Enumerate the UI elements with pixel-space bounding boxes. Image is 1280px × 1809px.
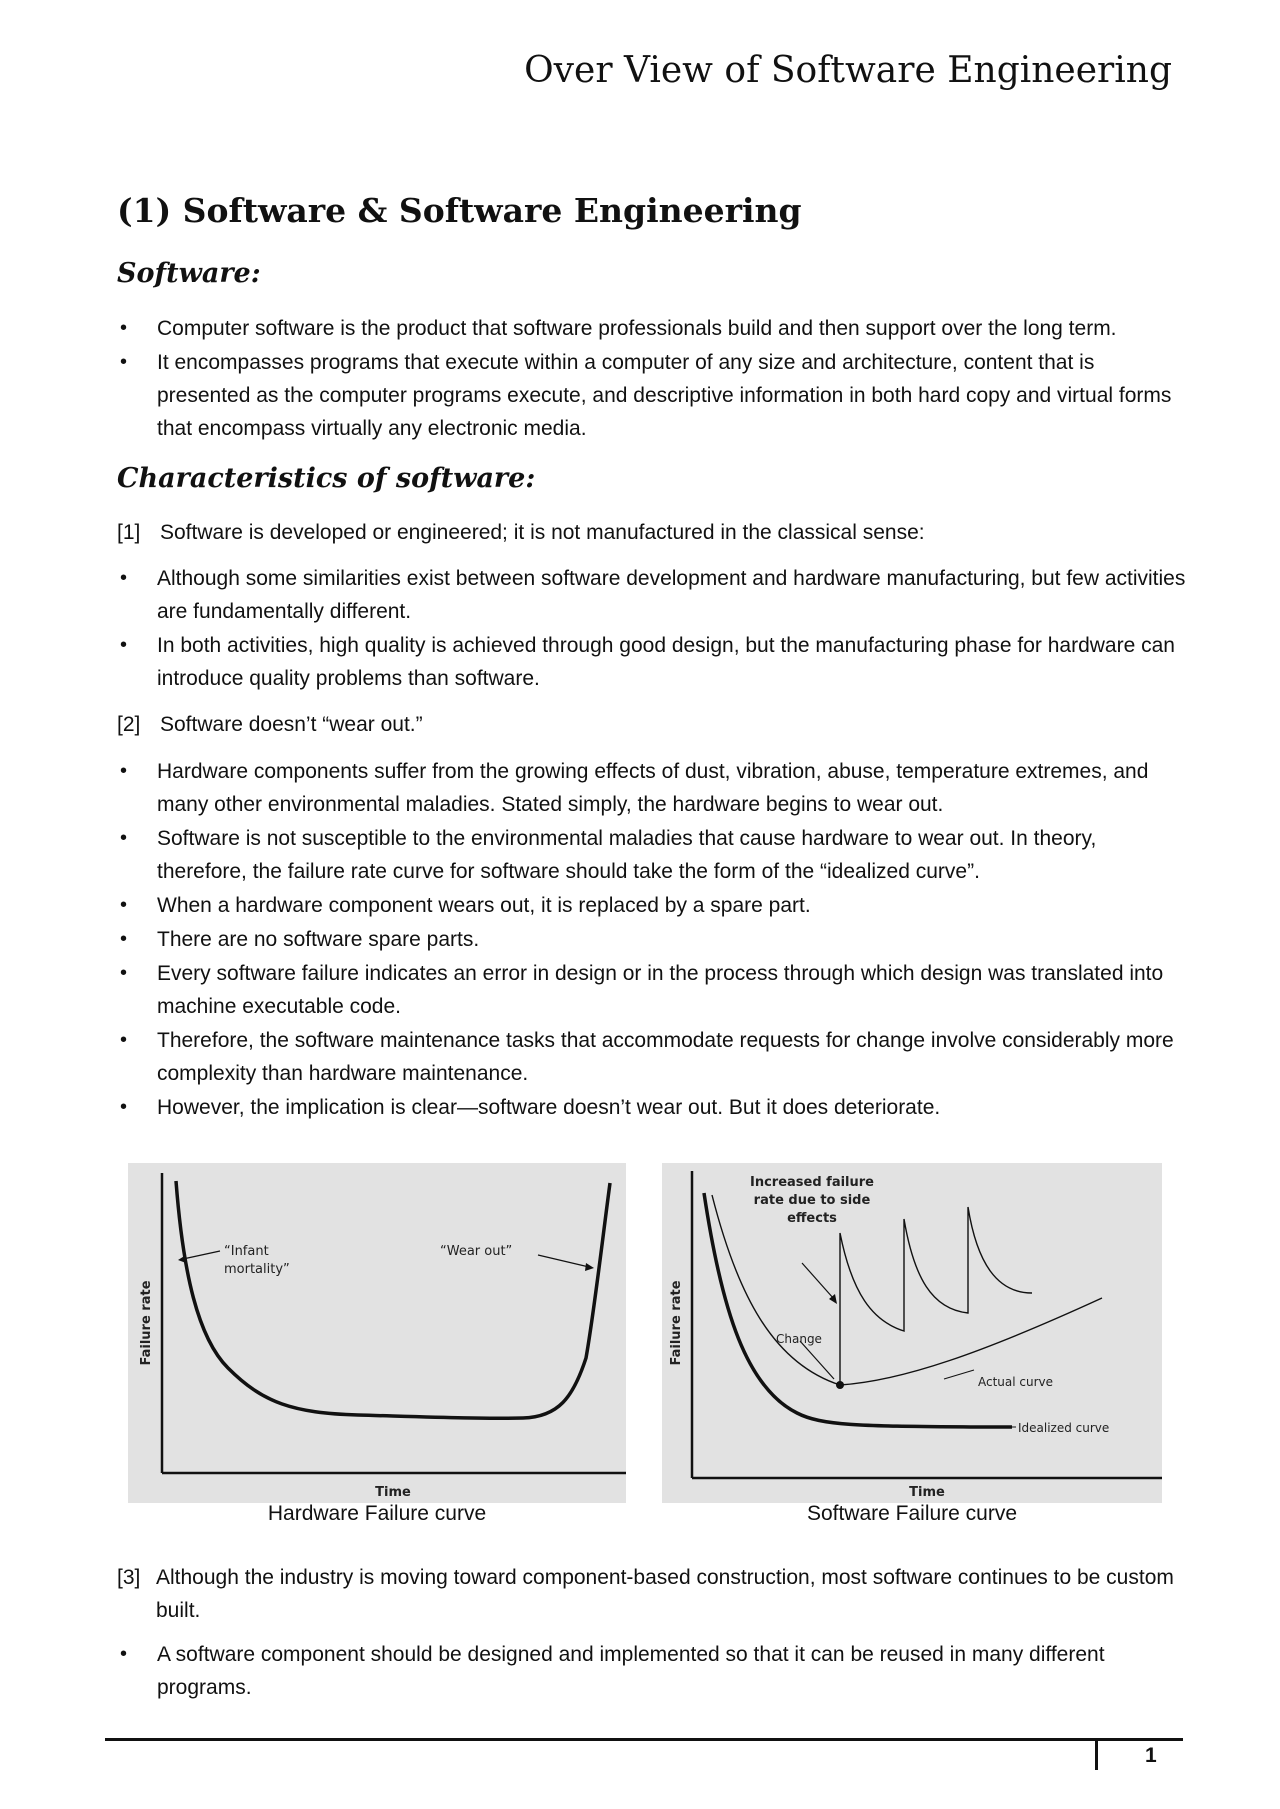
hardware-failure-chart [128,1163,626,1503]
x-axis-label: Time [375,1485,411,1500]
software-failure-chart [662,1163,1162,1503]
section-heading: (1) Software & Software Engineering [117,191,802,230]
software-bullet-list [117,312,1188,446]
characteristics-heading: Characteristics of software: [117,463,536,494]
list-item: • Computer software is the product that software professionals build and then support over the long term. [117,312,1188,345]
list-item: • Although some similarities exist between software development and hardware manufacturing, but few activities are fundamentally different. [117,562,1188,628]
software-failure-figure [662,1163,1162,1503]
characteristic-2 [117,708,1188,741]
page-number: 1 [1145,1744,1157,1767]
actual-curve-pointer [944,1370,974,1379]
increased-failure-label-1: Increased failure [749,1175,875,1190]
side-effects-arrow [802,1263,834,1299]
hardware-failure-figure [128,1163,626,1503]
software-figure-caption: Software Failure curve [806,1502,1018,1525]
page-title: Over View of Software Engineering [524,50,1172,91]
item-number: [2] [117,713,141,736]
characteristic-3-bullet-list [117,1638,1188,1705]
characteristic-3 [117,1561,1188,1627]
item-number: [3] [117,1566,141,1589]
footer-rule [105,1738,1183,1741]
list-item: • It encompasses programs that execute within a computer of any size and architecture, content that is presented as the computer programs execute, and descriptive information in both hard copy and virtual forms that encompass virtually any electronic media. [117,346,1188,445]
bathtub-curve [176,1181,610,1418]
spike-curves [840,1207,1032,1385]
footer-separator [1095,1740,1098,1770]
y-axis-label: Failure rate [669,1280,684,1366]
characteristic-1 [117,516,1188,549]
infant-arrow [183,1251,220,1259]
wear-out-arrowhead [585,1263,594,1271]
item-text: Software doesn’t “wear out.” [160,713,423,736]
list-item: • There are no software spare parts. [117,923,1188,956]
idealized-curve [704,1193,1012,1427]
list-item: • However, the implication is clear—software doesn’t wear out. But it does deteriorate. [117,1091,1188,1124]
change-label: Change [776,1332,822,1346]
hardware-figure-caption: Hardware Failure curve [267,1502,487,1525]
change-arrow [800,1341,834,1379]
x-axis-label: Time [909,1485,945,1500]
item-text: Software is developed or engineered; it is not manufactured in the classical sense: [160,521,925,544]
change-point [836,1381,844,1389]
infant-arrowhead [178,1255,186,1263]
item-number: [1] [117,521,141,544]
increased-failure-label-3: effects [787,1211,837,1226]
list-item: • Software is not susceptible to the environmental maladies that cause hardware to wear out. In theory, therefore, the failure rate curve for software should take the form of the “idealized curve”. [117,822,1188,888]
list-item: • When a hardware component wears out, it is replaced by a spare part. [117,889,1188,922]
actual-curve-label: Actual curve [978,1375,1054,1389]
list-item: • Hardware components suffer from the growing effects of dust, vibration, abuse, temperature extremes, and many other environmental maladies. Stated simply, the hardware begins to wear out. [117,755,1188,821]
infant-label: “Infant [224,1244,269,1259]
software-heading: Software: [117,258,261,289]
list-item: • A software component should be designed and implemented so that it can be reused in many different programs. [117,1638,1188,1704]
characteristic-1-bullet-list [117,562,1188,696]
wear-out-label: “Wear out” [440,1244,513,1259]
wear-out-arrow [538,1255,589,1267]
characteristic-2-bullet-list [117,755,1188,1125]
mortality-label: mortality” [224,1262,290,1277]
list-item: • Therefore, the software maintenance tasks that accommodate requests for change involve considerably more complexity than hardware maintenance. [117,1024,1188,1090]
list-item: • In both activities, high quality is achieved through good design, but the manufacturing phase for hardware can introduce quality problems than software. [117,629,1188,695]
increased-failure-label-2: rate due to side [753,1193,871,1208]
idealized-curve-label: Idealized curve [1018,1421,1110,1435]
actual-curve [712,1195,1102,1385]
y-axis-label: Failure rate [139,1280,154,1366]
list-item: • Every software failure indicates an error in design or in the process through which design was translated into machine executable code. [117,957,1188,1023]
item-text: Although the industry is moving toward component-based construction, most software continues to be custom built. [156,1566,1174,1622]
